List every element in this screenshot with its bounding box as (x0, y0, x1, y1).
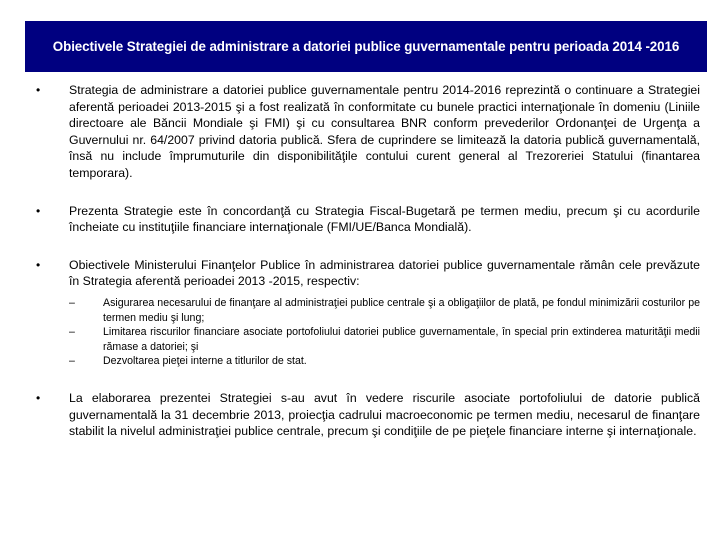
dash-icon: – (69, 296, 75, 309)
bullet-text: Obiectivele Ministerului Finanţelor Publice în administrarea datoriei publice guvernamentale rămân cele prevăzute în Strategia aferentă perioadei 2013 -2015, respectiv: (69, 257, 700, 289)
bullet-item-concordance (36, 203, 700, 236)
bullet-icon: • (36, 83, 41, 97)
dash-icon: – (69, 355, 75, 368)
bullet-list (36, 82, 700, 461)
sub-item-text: Asigurarea necesarului de finanţare al administraţiei publice centrale şi a obligaţiilor de plată, pe fondul minimizării costurilor pe termen mediu şi lung; (103, 296, 700, 324)
bullet-text: Strategia de administrare a datoriei publice guvernamentale pentru 2014-2016 reprezintă o continuare a Strategiei aferentă perioadei 2013-2015 şi a fost realizată în conformitate cu bunele practici internaţionale în domeniu (Liniile directoare ale Băncii Mondiale şi FMI) şi cu consultarea BNR conform prevederilor Ordonanţei de Urgenţa a Guvernului nr. 64/2007 privind datoria publică. Sfera de cuprindere se limitează la datoria publică guvernamentală, însă nu include împrumuturile din disponibilităţile contului curent general al Trezoreriei Statului (finantarea temporara). (69, 83, 700, 180)
bullet-item-elaboration-context (36, 390, 700, 440)
bullet-body (69, 257, 700, 369)
sub-item-text: Limitarea riscurilor financiare asociate portofoliului datoriei publice guvernamentale, în special prin extinderea maturităţii medii rămase a datoriei; şi (103, 326, 700, 353)
sub-item-financing-needs (69, 296, 700, 325)
bullet-item-strategy-overview (36, 82, 700, 182)
sub-item-market-development (69, 354, 700, 369)
sub-item-risk-limitation (69, 325, 700, 354)
slide-header (25, 21, 707, 72)
bullet-icon: • (36, 257, 41, 272)
sub-item-text: Dezvoltarea pieţei interne a titlurilor de stat. (103, 355, 307, 368)
bullet-item-ministry-objectives (36, 257, 700, 369)
slide-title: Obiectivele Strategiei de administrare a datoriei publice guvernamentale pentru perioada 2014 -2016 (52, 39, 680, 54)
sub-list (69, 296, 700, 369)
bullet-icon: • (36, 390, 41, 405)
bullet-text: Prezenta Strategie este în concordanţă cu Strategia Fiscal-Bugetară pe termen mediu, precum şi cu acordurile încheiate cu instituţiile financiare internaţionale (FMI/UE/Banca Mondială). (69, 203, 700, 235)
dash-icon: – (69, 326, 75, 339)
bullet-text: La elaborarea prezentei Strategiei s-au avut în vedere riscurile asociate portofoliului de datorie publică guvernamentală la 31 decembrie 2013, proiecţia cadrului macroeconomic pe termen mediu, necesarul de finanţare stabilit la nivelul administraţiei publice centrale, precum şi condiţiile de pe pieţele financiare interne şi internaţionale. (69, 390, 700, 439)
bullet-icon: • (36, 203, 41, 218)
